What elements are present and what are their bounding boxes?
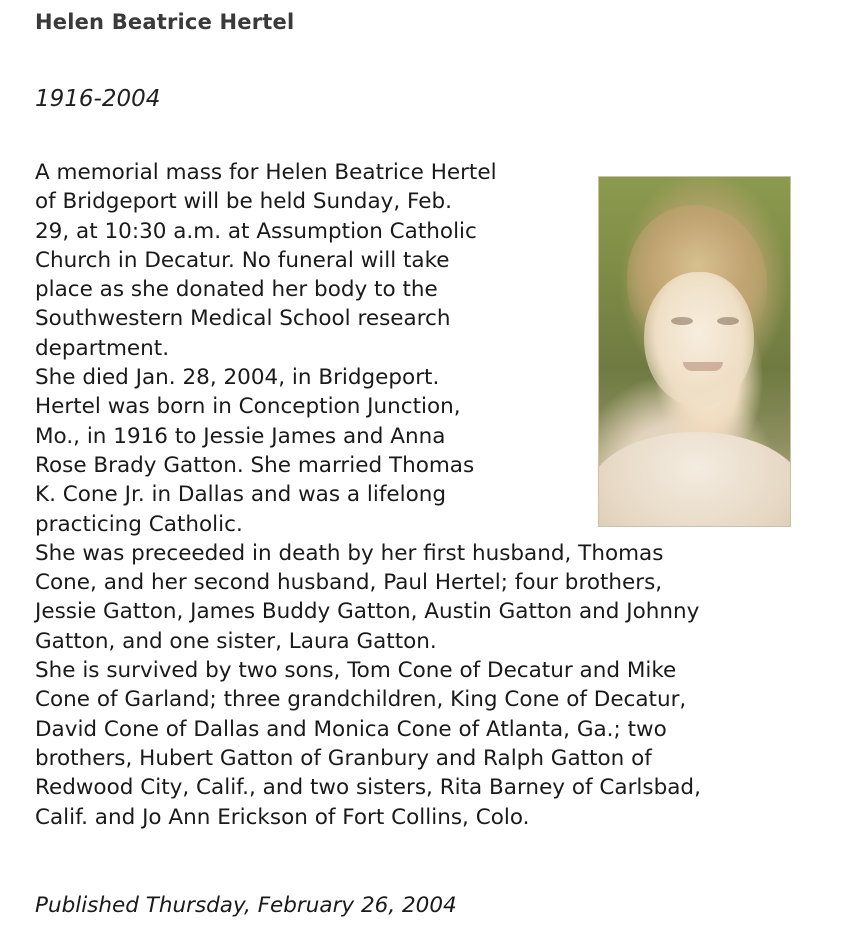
body-line: Mo., in 1916 to Jessie James and Anna bbox=[35, 423, 446, 449]
body-line: She was preceeded in death by her first husband, Thomas bbox=[35, 540, 664, 566]
body-line: Rose Brady Gatton. She married Thomas bbox=[35, 452, 475, 478]
obituary-title: Helen Beatrice Hertel bbox=[35, 10, 295, 34]
body-line: Calif. and Jo Ann Erickson of Fort Collins, Colo. bbox=[35, 804, 530, 830]
body-line: She is survived by two sons, Tom Cone of Decatur and Mike bbox=[35, 658, 677, 684]
body-line: She died Jan. 28, 2004, in Bridgeport. bbox=[35, 365, 440, 391]
body-line: of Bridgeport will be held Sunday, Feb. bbox=[35, 189, 452, 215]
body-line: Gatton, and one sister, Laura Gatton. bbox=[35, 628, 437, 654]
body-line: A memorial mass for Helen Beatrice Hertel bbox=[35, 160, 497, 185]
body-line: practicing Catholic. bbox=[35, 511, 243, 537]
body-line: 29, at 10:30 a.m. at Assumption Catholic bbox=[35, 218, 477, 244]
body-line: Cone, and her second husband, Paul Hertel; four brothers, bbox=[35, 570, 663, 596]
body-line: brothers, Hubert Gatton of Granbury and Ralph Gatton of bbox=[35, 745, 652, 771]
obituary-body bbox=[35, 158, 835, 832]
body-line: Jessie Gatton, James Buddy Gatton, Austin Gatton and Johnny bbox=[35, 599, 700, 625]
published-date: Published Thursday, February 26, 2004 bbox=[35, 893, 457, 918]
body-line: Cone of Garland; three grandchildren, King Cone of Decatur, bbox=[35, 687, 687, 713]
life-dates: 1916-2004 bbox=[35, 86, 161, 112]
body-line: Southwestern Medical School research bbox=[35, 306, 451, 332]
body-line: Redwood City, Calif., and two sisters, Rita Barney of Carlsbad, bbox=[35, 775, 701, 801]
body-line: place as she donated her body to the bbox=[35, 277, 438, 303]
body-line: Church in Decatur. No funeral will take bbox=[35, 247, 450, 273]
body-line: department. bbox=[35, 335, 170, 361]
body-line: David Cone of Dallas and Monica Cone of Atlanta, Ga.; two bbox=[35, 716, 667, 742]
body-line: Hertel was born in Conception Junction, bbox=[35, 394, 461, 420]
body-line: K. Cone Jr. in Dallas and was a lifelong bbox=[35, 482, 447, 508]
